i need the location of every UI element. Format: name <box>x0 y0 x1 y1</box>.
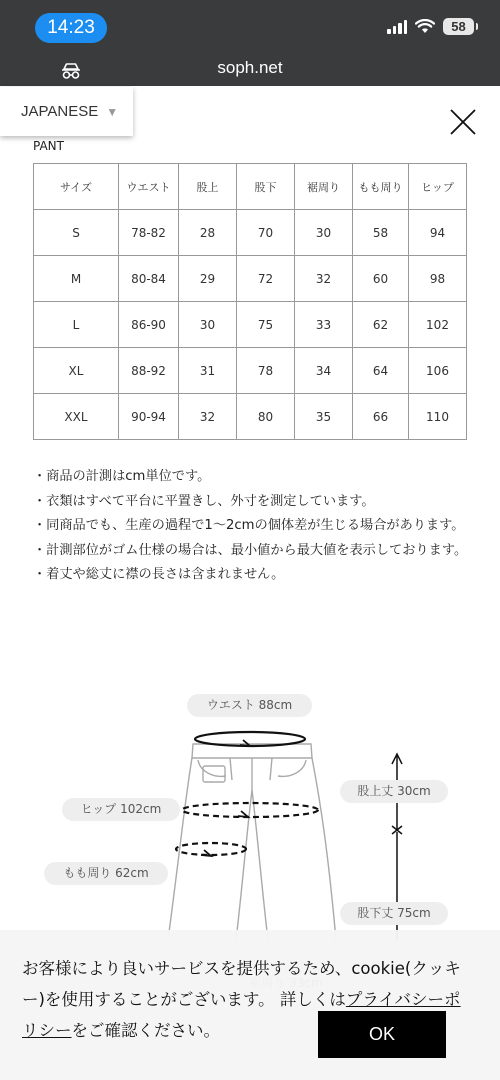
table-row <box>34 210 467 256</box>
language-select-value: JAPANESE <box>21 103 99 120</box>
url-text[interactable]: soph.net <box>217 58 283 77</box>
table-cell: 29 <box>179 256 237 302</box>
close-icon[interactable] <box>449 108 477 136</box>
table-cell: 60 <box>353 256 409 302</box>
table-header-cell: 股下 <box>237 164 295 210</box>
table-cell: 62 <box>353 302 409 348</box>
wifi-icon <box>415 19 435 34</box>
table-cell: 64 <box>353 348 409 394</box>
table-header-cell: ウエスト <box>119 164 179 210</box>
cookie-text-after: をご確認ください。 <box>71 1021 220 1040</box>
note-item: ・衣類はすべて平台に平置きし、外寸を測定しています。 <box>33 493 375 509</box>
table-cell: XL <box>34 348 119 394</box>
battery-icon: 58 <box>443 18 474 35</box>
table-cell: 78-82 <box>119 210 179 256</box>
measurement-diagram <box>0 680 500 940</box>
privacy-policy-link[interactable]: プライバシーポリシー <box>22 990 461 1040</box>
table-cell: 90-94 <box>119 394 179 440</box>
table-header-row <box>34 164 467 210</box>
table-header-cell: もも周り <box>353 164 409 210</box>
note-item: ・計測部位がゴム仕様の場合は、最小値から最大値を表示しております。 <box>33 542 468 558</box>
signal-icon <box>387 20 407 34</box>
table-cell: 110 <box>409 394 467 440</box>
table-cell: 58 <box>353 210 409 256</box>
table-cell: 94 <box>409 210 467 256</box>
table-cell: 34 <box>295 348 353 394</box>
note-item: ・商品の計測はcm単位です。 <box>33 469 211 484</box>
status-bar <box>0 0 500 56</box>
table-cell: 102 <box>409 302 467 348</box>
url-bar[interactable] <box>0 56 500 86</box>
table-cell: 30 <box>295 210 353 256</box>
cookie-ok-button[interactable]: OK <box>318 1011 446 1058</box>
section-title: PANT <box>33 139 64 153</box>
table-cell: 106 <box>409 348 467 394</box>
table-cell: 66 <box>353 394 409 440</box>
table-cell: 32 <box>179 394 237 440</box>
hip-label: ヒップ 102cm <box>62 798 180 821</box>
table-row <box>34 348 467 394</box>
thigh-label: もも周り 62cm <box>44 862 168 885</box>
cookie-text-before: お客様により良いサービスを提供するため、cookie(クッキー)を使用することがございます。 詳しくは <box>22 959 461 1009</box>
table-cell: 86-90 <box>119 302 179 348</box>
table-cell: XXL <box>34 394 119 440</box>
table-cell: 80-84 <box>119 256 179 302</box>
table-cell: 98 <box>409 256 467 302</box>
table-cell: 31 <box>179 348 237 394</box>
table-cell: 33 <box>295 302 353 348</box>
cookie-banner <box>0 930 500 1080</box>
table-cell: 28 <box>179 210 237 256</box>
table-cell: 75 <box>237 302 295 348</box>
table-cell: 88-92 <box>119 348 179 394</box>
table-cell: 78 <box>237 348 295 394</box>
triangle-down-icon: ▼ <box>106 104 119 119</box>
table-cell: 32 <box>295 256 353 302</box>
note-item: ・同商品でも、生産の過程で1〜2cmの個体差が生じる場合があります。 <box>33 518 465 533</box>
table-header-cell: 股上 <box>179 164 237 210</box>
table-row <box>34 394 467 440</box>
table-cell: 30 <box>179 302 237 348</box>
table-cell: 80 <box>237 394 295 440</box>
status-time: 14:23 <box>35 13 107 43</box>
waist-label: ウエスト 88cm <box>187 694 312 717</box>
table-header-cell: 裾周り <box>295 164 353 210</box>
inseam-label: 股下丈 75cm <box>340 902 448 925</box>
table-cell: S <box>34 210 119 256</box>
table-cell: M <box>34 256 119 302</box>
rise-label: 股上丈 30cm <box>340 780 448 803</box>
table-cell: 35 <box>295 394 353 440</box>
table-cell: 70 <box>237 210 295 256</box>
table-row <box>34 302 467 348</box>
measurement-notes <box>33 465 473 588</box>
language-select[interactable] <box>0 87 133 136</box>
note-item: ・着丈や総丈に襟の長さは含まれません。 <box>33 567 285 582</box>
table-header-cell: ヒップ <box>409 164 467 210</box>
status-icons <box>387 18 474 35</box>
table-cell: L <box>34 302 119 348</box>
table-header-cell: サイズ <box>34 164 119 210</box>
size-table <box>33 163 467 440</box>
table-cell: 72 <box>237 256 295 302</box>
table-row <box>34 256 467 302</box>
